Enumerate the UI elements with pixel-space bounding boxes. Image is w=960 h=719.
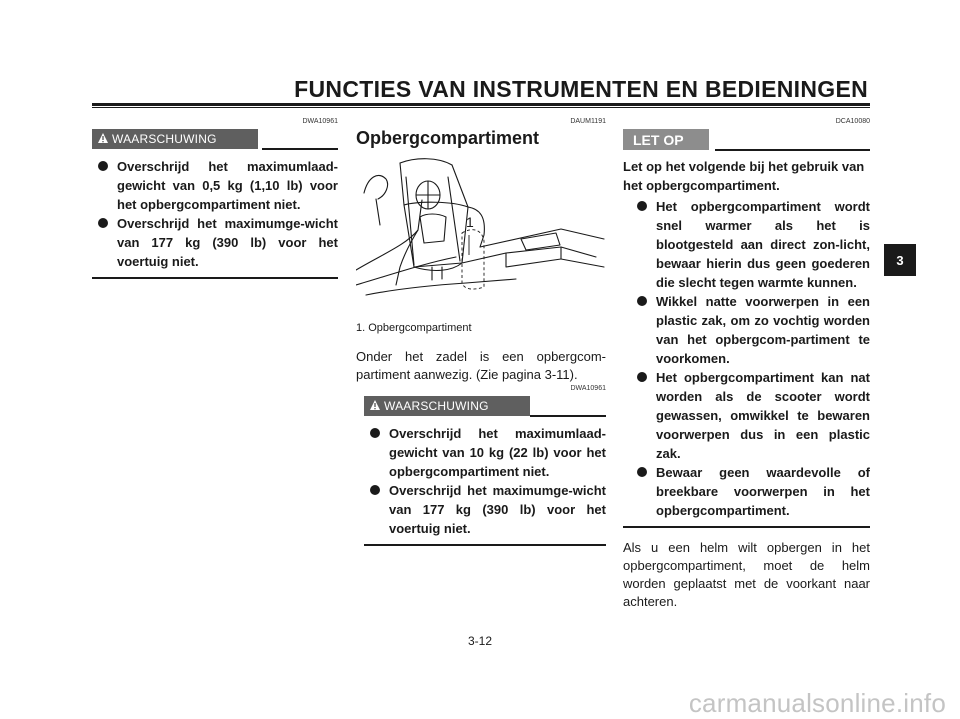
list-item-text: Wikkel natte voorwerpen in een plastic zak, om zo vochtig worden van het opbergcom-partiment te voorkomen.: [656, 294, 870, 366]
warning-list: [92, 157, 338, 271]
list-item-text: Overschrijd het maximumge-wicht van 177 kg (390 lb) voor het voertuig niet.: [389, 483, 606, 536]
page-number: 3-12: [467, 634, 493, 648]
warning-header: [92, 129, 338, 151]
header-rule-thin: [92, 107, 870, 108]
bullet-icon: [370, 428, 380, 438]
list-item-text: Overschrijd het maximumlaad-gewicht van 10 kg (22 lb) voor het opbergcompartiment niet.: [389, 426, 606, 479]
left-column: [92, 118, 338, 279]
bullet-icon: [370, 485, 380, 495]
list-item: [631, 463, 870, 520]
bullet-icon: [98, 161, 108, 171]
list-item-text: Bewaar geen waardevolle of breekbare voorwerpen in het opbergcompartiment.: [656, 465, 870, 518]
notice-list: [623, 197, 870, 520]
notice-end-rule: [623, 526, 870, 528]
warning-end-rule: [92, 277, 338, 279]
reference-code: DAUM1191: [570, 118, 606, 125]
bullet-icon: [98, 218, 108, 228]
warning-list: [356, 424, 606, 538]
section-title: Opbergcompartiment: [356, 128, 540, 148]
notice-header: [623, 129, 870, 151]
list-item-text: Overschrijd het maximumlaad-gewicht van 0,5 kg (1,10 lb) voor het opbergcompartiment niet.: [117, 159, 338, 212]
warning-triangle-icon: [370, 400, 380, 411]
list-item-text: Het opbergcompartiment kan nat worden als de scooter wordt gewassen, omwikkel te bewaren voorwerpen dus in een plastic zak.: [656, 370, 870, 461]
figure-caption: 1. Opbergcompartiment: [356, 322, 472, 334]
reference-code: DWA10961: [302, 118, 338, 125]
warning-label: WAARSCHUWING: [112, 132, 217, 146]
warning-label: WAARSCHUWING: [384, 399, 489, 413]
list-item: [364, 424, 606, 481]
list-item: [631, 292, 870, 368]
middle-column: [356, 118, 606, 546]
reference-code: DWA10961: [570, 385, 606, 392]
header-rule-thick: [92, 103, 870, 106]
warning-end-rule: [364, 544, 606, 546]
bullet-icon: [637, 467, 647, 477]
storage-compartment-illustration: [356, 155, 606, 305]
notice-box: [623, 129, 709, 150]
list-item-text: Overschrijd het maximumge-wicht van 177 kg (390 lb) voor het voertuig niet.: [117, 216, 338, 269]
warning-box: [364, 396, 530, 416]
right-column: [623, 118, 870, 611]
chapter-tab: 3: [884, 244, 916, 276]
notice-header-rule: [715, 149, 870, 151]
list-item-text: Het opbergcompartiment wordt snel warmer als het is blootgesteld aan direct zon-licht, bewaar hierin dus geen goederen die slecht tegen warmte kunnen.: [656, 199, 870, 290]
watermark: carmanualsonline.info: [688, 688, 946, 718]
warning-box: [92, 129, 258, 149]
reference-code: DCA10080: [835, 118, 870, 125]
list-item: [92, 157, 338, 214]
body-paragraph: Onder het zadel is een opbergcom-partiment aanwezig. (Zie pagina 3-11).: [356, 349, 606, 382]
figure-callout: 1: [466, 214, 474, 230]
warning-triangle-icon: [98, 133, 108, 144]
bullet-icon: [637, 296, 647, 306]
warning-header-rule: [530, 415, 606, 417]
notice-intro: Let op het volgende bij het gebruik van het opbergcompartiment.: [623, 159, 865, 193]
list-item: [92, 214, 338, 271]
notice-label: LET OP: [633, 131, 684, 148]
page-title: FUNCTIES VAN INSTRUMENTEN EN BEDIENINGEN: [294, 76, 868, 102]
bullet-icon: [637, 372, 647, 382]
bullet-icon: [637, 201, 647, 211]
list-item: [631, 197, 870, 292]
warning-header: [364, 396, 606, 418]
warning-header-rule: [262, 148, 338, 150]
list-item: [631, 368, 870, 463]
list-item: [364, 481, 606, 538]
body-paragraph: Als u een helm wilt opbergen in het opbergcompartiment, moet de helm worden geplaatst met de voorkant naar achteren.: [623, 539, 870, 609]
